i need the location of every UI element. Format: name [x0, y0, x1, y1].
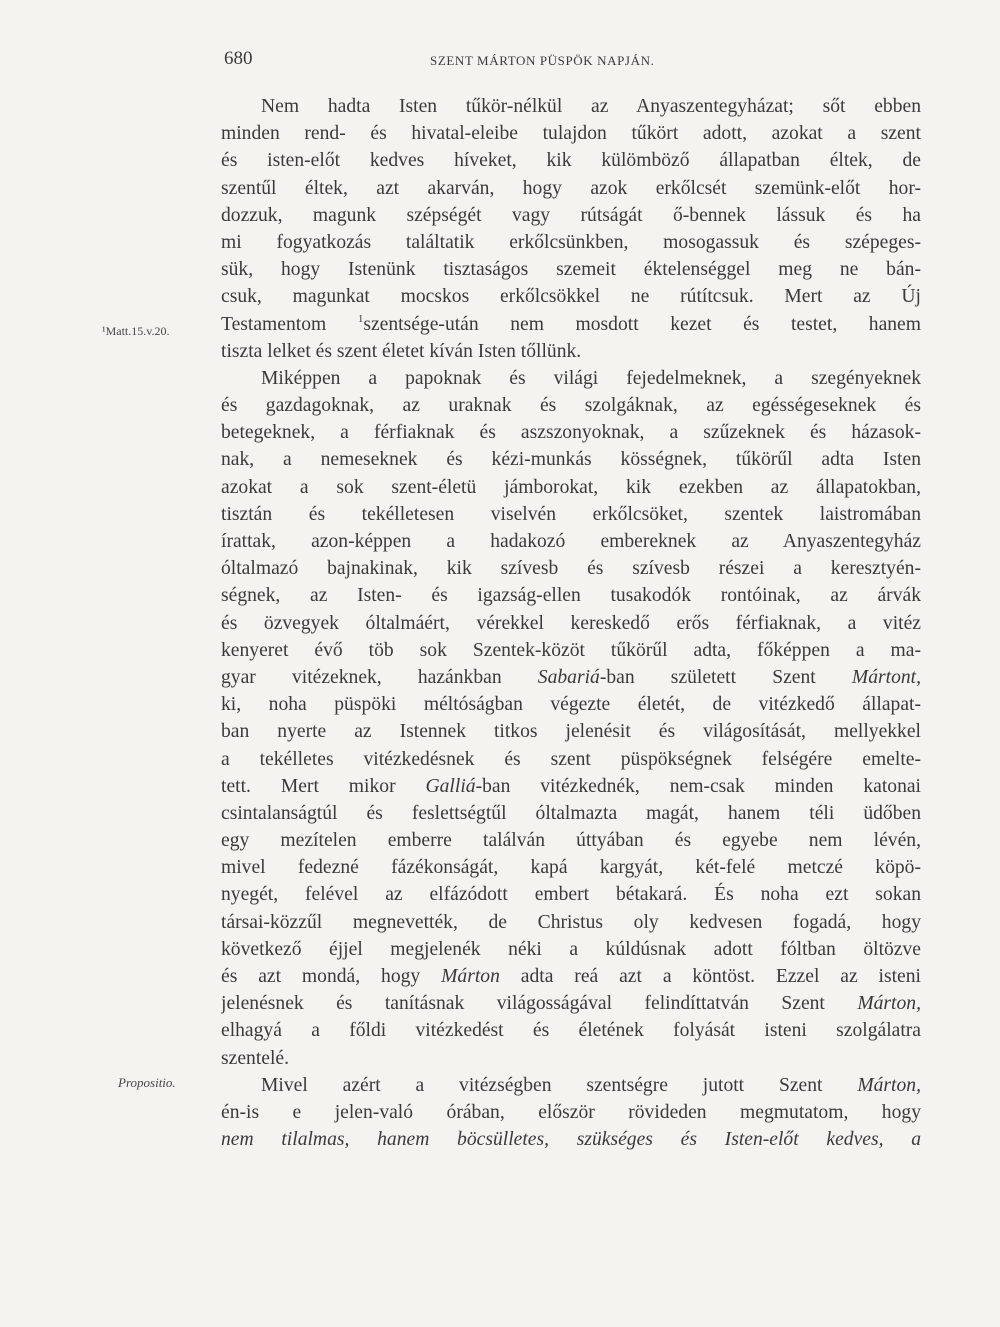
text-segment: tett. Mert mikor: [221, 775, 426, 797]
text-line: elhagyá a főldi vitézkedést és életének folyását isteni szolgálatra: [221, 1020, 921, 1042]
text-line: mivel fedezné fázékonságát, kapá kargyát, két-felé metczé köpö-: [221, 857, 921, 879]
text-line: a tekélletes vitézkedésnek és szent püspökségnek felségére emelte-: [221, 748, 921, 770]
running-title: SZENT MÁRTON PÜSPÖK NAPJÁN.: [430, 53, 655, 68]
text-line: [221, 311, 921, 338]
text-line: tisztán és tekélletesen viselvén erkőlcsöket, szentek laistromában: [221, 503, 921, 525]
text-line: kenyeret évő töb sok Szentek-közöt tűkörűl adta, főképpen a ma-: [221, 639, 921, 661]
text-line: Miképpen a papoknak és világi fejedelmeknek, a szegényeknek: [261, 367, 921, 389]
italic-name: Galliá: [425, 775, 476, 797]
margin-note-reference: ¹Matt.15.v.20.: [102, 324, 170, 338]
text-line: nyegét, felével az elfázódott embert bétakará. És noha ezt sokan: [221, 884, 921, 906]
text-line: és isten-előt kedves híveket, kik külömböző állapatban éltek, de: [221, 150, 921, 172]
text-line: csuk, magunkat mocskos erkőlcsökkel ne rútítcsuk. Mert az Új: [221, 286, 921, 308]
text-line-italic: nem tilalmas, hanem böcsülletes, szükséges és Isten-előt kedves, a: [221, 1129, 921, 1151]
text-line: és gazdagoknak, az uraknak és szolgáknak, az egésségeseknek és: [221, 395, 921, 417]
text-line: betegeknek, a férfiaknak és aszszonyoknak, a szűzeknek és házasok-: [221, 422, 921, 444]
text-line: én-is e jelen-való órában, először rövideden megmutatom, hogy: [221, 1101, 921, 1123]
text-line: csintalanságtúl és feslettségtűl óltalmazta magát, hanem téli üdőben: [221, 802, 921, 824]
text-line: sük, hogy Istenünk tisztaságos szemeit éktelenséggel meg ne bán-: [221, 259, 921, 281]
text-line: óltalmazó bajnakinak, kik szívesb és szívesb részei a keresztyén-: [221, 558, 921, 580]
text-segment: Mivel azért a vitézségben szentségre jutott Szent: [261, 1074, 858, 1096]
text-segment: jelenésnek és tanításnak világosságával felindíttatván Szent: [221, 993, 858, 1015]
text-line: Nem hadta Isten tűkör-nélkül az Anyaszentegyházat; sőt ebben: [261, 96, 921, 117]
text-line: ki, noha püspöki méltóságban végezte életét, de vitézkedő állapat-: [221, 694, 921, 716]
text-line: [221, 773, 921, 800]
text-line: nak, a nemeseknek és kézi-munkás kösségnek, tűkörűl adta Isten: [221, 449, 921, 471]
text-segment: adta reá azt a köntöst. Ezzel az isteni: [499, 966, 921, 987]
text-line: [221, 963, 921, 990]
text-line: társai-közzűl megnevették, de Christus oly kedvesen fogadá, hogy: [221, 911, 921, 933]
text-line: mi fogyatkozás találtatik erkőlcsünkben, mosogassuk és szépeges-: [221, 231, 921, 253]
text-segment: szentsége-után nem mosdott kezet és testet, hanem: [363, 313, 921, 335]
text-line: tiszta lelket és szent életet kíván Isten tőllünk.: [221, 340, 582, 362]
italic-name: Márton,: [857, 993, 921, 1015]
text-line: szentűl éltek, azt akarván, hogy azok erkőlcsét szemünk-előt hor-: [221, 177, 921, 199]
text-line: és özvegyek óltalmáért, vérekkel kereskedő erős férfiaknak, a vitéz: [221, 612, 921, 634]
text-line: dozzuk, magunk szépségét vagy rútságát ő-bennek lássuk és ha: [221, 204, 921, 226]
text-line: írattak, azon-képpen a hadakozó embereknek az Anyaszentegyház: [221, 531, 921, 552]
text-segment: gyar vitézeknek, hazánkban: [221, 666, 538, 688]
margin-note-propositio: Propositio.: [118, 1075, 176, 1090]
text-segment: -ban született Szent: [599, 666, 852, 688]
text-line: ségnek, az Isten- és igazság-ellen tusakodók rontóinak, az árvák: [221, 585, 921, 607]
text-line: minden rend- és hivatal-eleibe tulajdon tűkört adott, azokat a szent: [221, 123, 921, 145]
italic-name: Márton,: [857, 1074, 921, 1096]
text-line: [221, 664, 921, 691]
footnote-marker: 1: [357, 312, 364, 325]
text-line: ban nyerte az Istennek titkos jelenésit és világosítását, mellyekkel: [221, 721, 921, 743]
text-line: következő éjjel megjelenék néki a kúldúsnak adott fóltban öltözve: [221, 938, 921, 960]
text-segment: és azt mondá, hogy: [221, 966, 442, 987]
text-line: szentelé.: [221, 1047, 289, 1069]
page-number: 680: [224, 48, 253, 69]
text-segment: Testamentom: [221, 313, 358, 335]
text-line: azokat a sok szent-életü jámborokat, kik ezekben az állapatokban,: [221, 476, 921, 498]
text-line: egy mezítelen emberre találván úttyában és egyebe nem lévén,: [221, 830, 921, 852]
text-segment: -ban vitézkednék, nem-csak minden katonai: [475, 775, 921, 797]
body-text: [221, 93, 921, 1153]
text-line: [221, 1072, 921, 1099]
italic-name: Márton: [441, 966, 500, 987]
italic-name: Sabariá: [537, 666, 600, 688]
running-head: [0, 44, 1000, 74]
italic-name: Mártont,: [851, 666, 921, 688]
text-line: [221, 990, 921, 1017]
